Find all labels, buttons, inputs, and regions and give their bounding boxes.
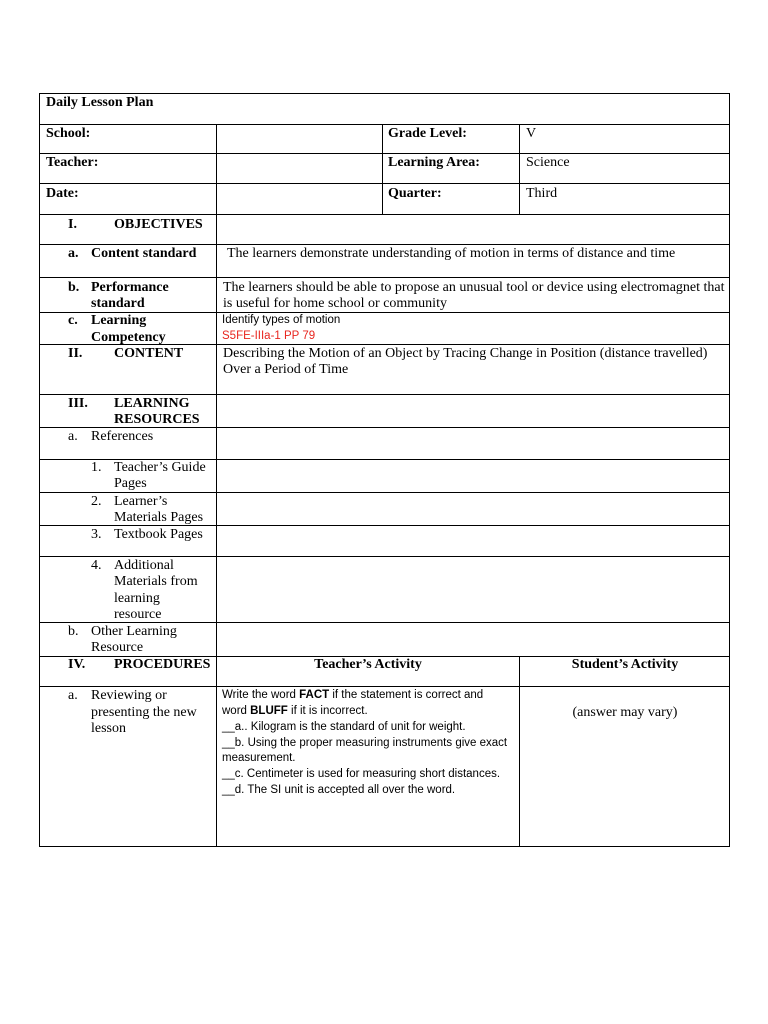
section-number: IV. [68,657,86,672]
competency-code: S5FE-IIIa-1 PP 79 [222,330,316,342]
review-statement: measurement. [222,752,296,764]
additional-materials-label: resource [114,607,162,622]
learners-materials-label: Materials Pages [114,510,204,525]
section-number: III. [68,396,88,411]
row-divider [39,277,730,278]
learning-area-value: Science [526,155,570,170]
item-letter: b. [68,624,79,639]
row-divider [39,183,730,184]
learning-competency-label: Competency [91,330,166,345]
teacher-instruction [222,703,368,719]
section-title-procedures: PROCEDURES [114,657,211,672]
list-item-number: 2. [91,494,102,509]
learning-competency-text: Identify types of motion [222,314,341,326]
row-divider [39,394,730,395]
list-item-number: 3. [91,527,102,542]
column-divider [382,124,383,214]
review-statement: __a.. Kilogram is the standard of unit for weight. [222,721,466,733]
section-title-objectives: OBJECTIVES [114,217,203,232]
teachers-guide-label: Teacher’s Guide [114,460,206,475]
instruction-text: if the statement is correct and [329,689,484,701]
review-statement: __c. Centimeter is used for measuring short distances. [222,768,501,780]
school-label: School: [46,126,91,141]
grade-level-label: Grade Level: [388,126,467,141]
item-letter: a. [68,246,79,261]
additional-materials-label: Additional [114,558,174,573]
content-standard-label: Content standard [91,246,197,261]
review-statement: __d. The SI unit is accepted all over the word. [222,784,456,796]
review-statement: __b. Using the proper measuring instruments give exact [222,737,508,749]
learning-area-label: Learning Area: [388,155,480,170]
fact-keyword: FACT [299,689,330,701]
teacher-activity-header: Teacher’s Activity [314,657,422,672]
performance-standard-label: standard [91,296,145,311]
item-letter: b. [68,280,80,295]
teacher-instruction [222,687,483,703]
item-letter: a. [68,429,78,444]
instruction-text: word [222,705,251,717]
student-answer: (answer may vary) [572,705,678,720]
learning-competency-label: Learning [91,313,147,328]
quarter-value: Third [526,186,558,201]
additional-materials-label: learning [114,591,160,606]
column-divider [519,656,520,847]
column-divider [519,124,520,214]
review-lesson-label: Reviewing or [91,688,167,703]
item-letter: c. [68,313,78,328]
row-divider [39,244,730,245]
textbook-pages-label: Textbook Pages [114,527,203,542]
row-divider [39,153,730,154]
student-activity-header: Student’s Activity [571,657,679,672]
list-item-number: 4. [91,558,102,573]
teacher-label: Teacher: [46,155,99,170]
performance-standard-text: The learners should be able to propose an unusual tool or device using electromagnet that is useful for home school or community [223,280,725,311]
instruction-text: if it is incorrect. [287,705,368,717]
section-number: II. [68,346,83,361]
learners-materials-label: Learner’s [114,494,168,509]
references-label: References [91,429,154,444]
section-number: I. [68,217,77,232]
other-resources-label: Other Learning [91,624,177,639]
additional-materials-label: Materials from [114,574,198,589]
section-title-content: CONTENT [114,346,184,361]
list-item-number: 1. [91,460,102,475]
instruction-text: Write the word [222,689,300,701]
bluff-keyword: BLUFF [250,705,288,717]
content-standard-text: The learners demonstrate understanding of motion in terms of distance and time [227,246,676,261]
performance-standard-label: Performance [91,280,169,295]
row-divider [39,124,730,125]
document-title: Daily Lesson Plan [46,95,154,110]
content-text: Describing the Motion of an Object by Tracing Change in Position (distance travelled) Over a Period of Time [223,346,708,377]
row-divider [39,492,730,493]
column-divider [216,124,217,847]
other-resources-label: Resource [91,640,144,655]
date-label: Date: [46,186,79,201]
review-lesson-label: presenting the new [91,705,197,720]
section-title-resources: LEARNING [114,396,190,411]
row-divider [39,214,730,215]
grade-level-value: V [526,126,537,141]
review-lesson-label: lesson [91,721,126,736]
quarter-label: Quarter: [388,186,442,201]
row-divider [39,556,730,557]
teachers-guide-label: Pages [114,476,147,491]
item-letter: a. [68,688,78,703]
section-title-resources: RESOURCES [114,412,200,427]
